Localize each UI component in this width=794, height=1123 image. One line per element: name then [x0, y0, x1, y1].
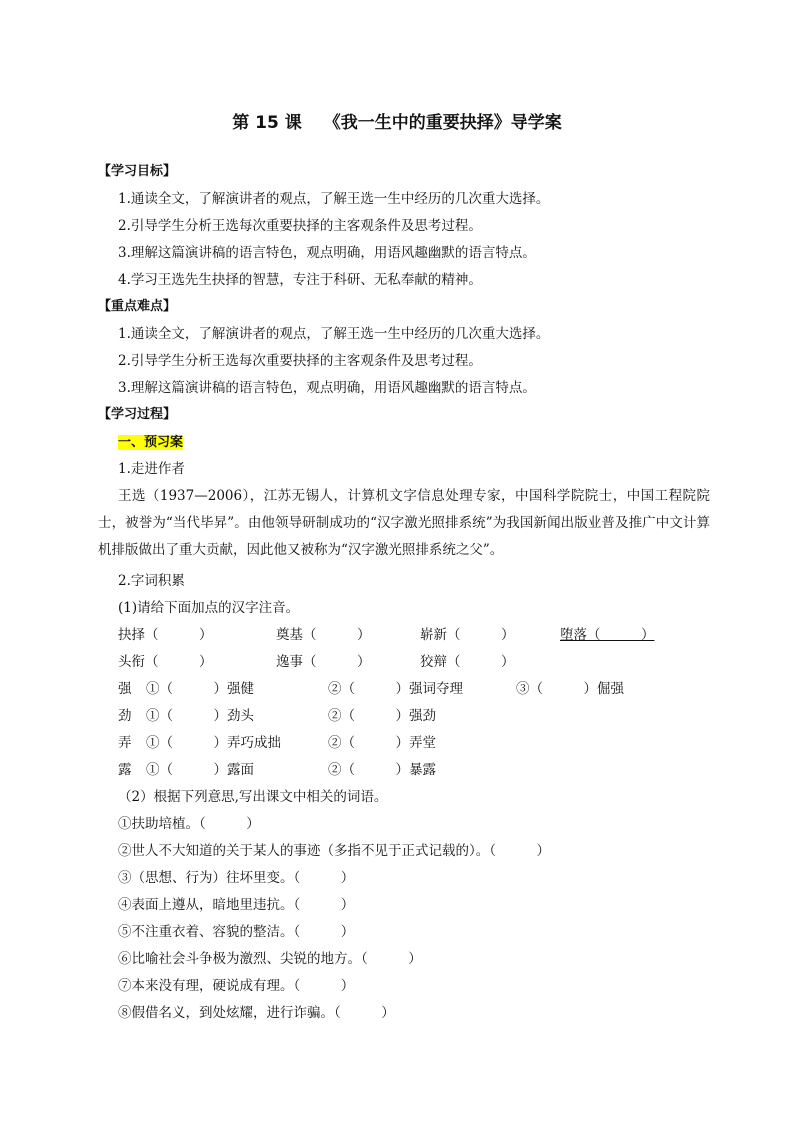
objective-item: 3.理解这篇演讲稿的语言特色，观点明确，用语风趣幽默的语言特点。: [118, 245, 536, 261]
objectives-heading: 【学习目标】: [98, 164, 177, 179]
meaning-item: ⑦本来没有理，硬说成有理。（ ）: [118, 978, 355, 994]
process-heading: 【学习过程】: [98, 407, 177, 422]
author-heading: 1.走进作者: [118, 461, 185, 477]
meaning-item: ⑥比喻社会斗争极为激烈、尖锐的地方。（ ）: [118, 951, 422, 967]
pinyin-item: 崭新（ ）: [420, 627, 515, 643]
pinyin-item: 头衔（ ）: [118, 654, 213, 670]
polyphone-item: ②（ ）强词夺理: [328, 681, 463, 697]
lesson-name: 《我一生中的重要抉择》导学案: [323, 113, 562, 133]
meaning-item: ③（思想、行为）往坏里变。（ ）: [118, 870, 355, 886]
page-title: [0, 108, 794, 133]
author-paragraph: 王选（1937—2006），江苏无锡人，计算机文字信息处理专家，中国科学院院士，中国工程院院士，被誉为“当代毕昇”。由他领导研制成功的“汉字激光照排系统”为我国新闻出版业普及推广中文计算机排版做出了重大贡献，因此他又被称为“汉字激光照排系统之父”。: [98, 488, 710, 558]
polyphone-item: ①（ ）劲头: [146, 708, 254, 724]
polyphone-item: ①（ ）露面: [146, 762, 254, 778]
key-point-item: 3.理解这篇演讲稿的语言特色，观点明确，用语风趣幽默的语言特点。: [118, 380, 536, 396]
polyphone-item: ②（ ）暴露: [328, 762, 436, 778]
section-heading: [118, 432, 183, 453]
polyphone-item: ②（ ）弄堂: [328, 735, 436, 751]
polyphone-char: 劲: [118, 708, 132, 724]
vocab-heading: 2.字词积累: [118, 573, 185, 589]
pinyin-item: 堕落（ ）: [560, 627, 655, 643]
meaning-item: ④表面上遵从，暗地里违抗。（ ）: [118, 897, 355, 913]
polyphone-char: 弄: [118, 735, 132, 751]
meaning-item: ⑤不注重衣着、容貌的整洁。（ ）: [118, 924, 355, 940]
question-2: （2）根据下列意思,写出课文中相关的词语。: [118, 789, 388, 805]
polyphone-item: ②（ ）强劲: [328, 708, 436, 724]
polyphone-item: ①（ ）强健: [146, 681, 254, 697]
key-point-item: 2.引导学生分析王选每次重要抉择的主客观条件及思考过程。: [118, 353, 482, 369]
meaning-item: ①扶助培植。（ ）: [118, 816, 260, 832]
key-point-item: 1.通读全文，了解演讲者的观点，了解王选一生中经历的几次重大选择。: [118, 326, 550, 342]
pinyin-item: 逸事（ ）: [276, 654, 371, 670]
pinyin-item: 抉择（ ）: [118, 627, 213, 643]
question-1: (1)请给下面加点的汉字注音。: [118, 600, 300, 616]
pinyin-item: 奠基（ ）: [276, 627, 371, 643]
polyphone-item: ③（ ）倔强: [516, 681, 624, 697]
lesson-number: 第 15 课: [232, 113, 302, 133]
objective-item: 4.学习王选先生抉择的智慧，专注于科研、无私奉献的精神。: [118, 272, 482, 288]
objective-item: 1.通读全文，了解演讲者的观点，了解王选一生中经历的几次重大选择。: [118, 191, 550, 207]
polyphone-item: ①（ ）弄巧成拙: [146, 735, 281, 751]
key-points-heading: 【重点难点】: [98, 299, 177, 314]
polyphone-char: 强: [118, 681, 132, 697]
polyphone-char: 露: [118, 762, 132, 778]
meaning-item: ②世人不大知道的关于某人的事迹（多指不见于正式记载的）。（ ）: [118, 843, 550, 859]
pinyin-item: 狡辩（ ）: [420, 654, 515, 670]
objective-item: 2.引导学生分析王选每次重要抉择的主客观条件及思考过程。: [118, 218, 482, 234]
meaning-item: ⑧假借名义，到处炫耀，进行诈骗。（ ）: [118, 1005, 395, 1021]
preview-section-label: 一、预习案: [118, 435, 184, 450]
